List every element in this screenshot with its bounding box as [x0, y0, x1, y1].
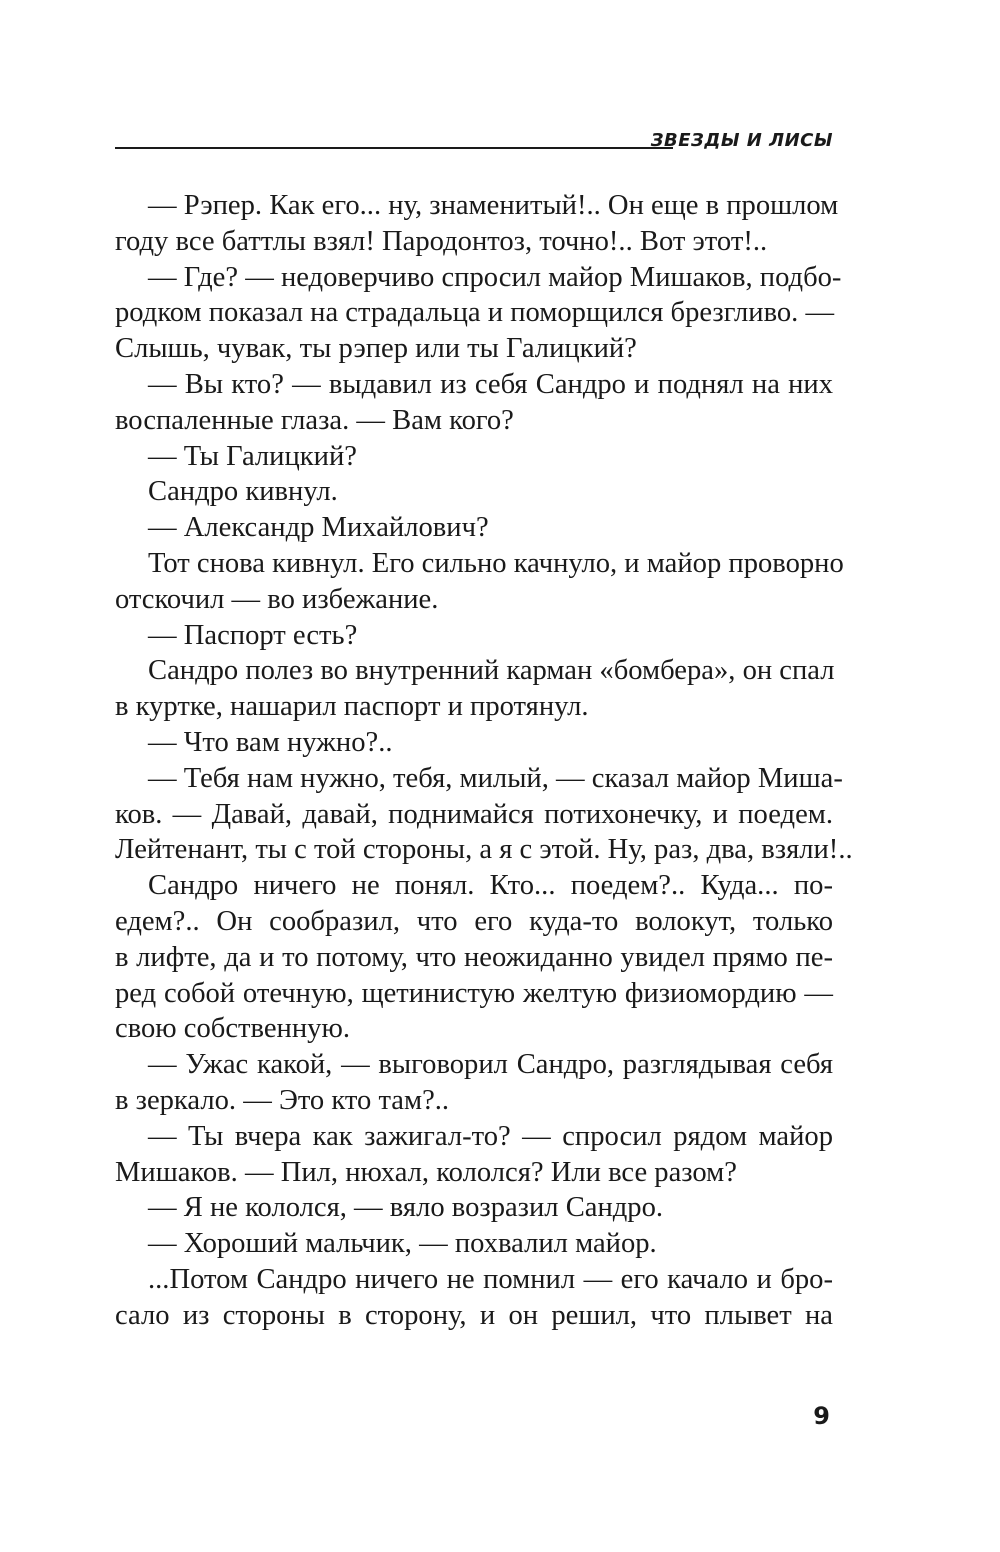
text-line: — Ужас какой, — выговорил Сандро, разглядывая себя: [148, 1049, 833, 1081]
paragraph: [115, 546, 844, 618]
text-line: Сандро кивнул.: [148, 476, 338, 508]
text-line: свою собственную.: [115, 1013, 350, 1045]
paragraph: [115, 1047, 833, 1119]
running-title: ЗВЕЗДЫ И ЛИСЫ: [650, 130, 833, 151]
paragraph: [115, 474, 833, 510]
text-line: ред собой отечную, щетинистую желтую физиомордию —: [115, 977, 833, 1009]
paragraph: [115, 761, 853, 868]
text-line: — Где? — недоверчиво спросил майор Мишаков, подбо-: [148, 261, 842, 293]
paragraph: [115, 188, 839, 260]
text-line: родком показал на страдальца и поморщился брезгливо. —: [115, 297, 835, 329]
text-line: Слышь, чувак, ты рэпер или ты Галицкий?: [115, 333, 637, 365]
paragraph: [115, 653, 833, 725]
text-line: Сандро полез во внутренний карман «бомбера», он спал: [148, 655, 835, 687]
paragraph: [115, 725, 833, 761]
text-line: Тот снова кивнул. Его сильно качнуло, и майор проворно: [148, 547, 844, 579]
paragraph: [115, 618, 833, 654]
text-line: ков. — Давай, давай, поднимайся потихонечку, и поедем.: [115, 798, 833, 830]
text-line: — Тебя нам нужно, тебя, милый, — сказал майор Миша-: [148, 762, 843, 794]
text-line: воспаленные глаза. — Вам кого?: [115, 404, 514, 436]
text-line: — Паспорт есть?: [148, 619, 358, 651]
text-line: — Ты Галицкий?: [148, 440, 357, 472]
text-line: году все баттлы взял! Пародонтоз, точно!.. Вот этот!..: [115, 225, 768, 257]
text-line: в лифте, да и то потому, что неожиданно увидел прямо пе-: [115, 941, 833, 973]
paragraph: [115, 510, 833, 546]
body-text: [115, 188, 853, 1334]
paragraph: [115, 1226, 833, 1262]
text-line: — Александр Михайлович?: [148, 512, 489, 544]
text-line: — Ты вчера как зажигал-то? — спросил рядом майор: [148, 1120, 833, 1152]
paragraph: [115, 1262, 833, 1334]
running-header: [115, 128, 833, 158]
paragraph: [115, 868, 833, 1047]
page-number: 9: [813, 1402, 830, 1430]
text-line: — Хороший мальчик, — похвалил майор.: [148, 1228, 657, 1260]
text-line: ...Потом Сандро ничего не помнил — его качало и бро-: [148, 1263, 833, 1295]
text-line: — Что вам нужно?..: [148, 726, 393, 758]
text-line: — Рэпер. Как его... ну, знаменитый!.. Он еще в прошлом: [148, 190, 839, 221]
text-line: Мишаков. — Пил, нюхал, кололся? Или все разом?: [115, 1156, 737, 1188]
text-line: — Я не кололся, — вяло возразил Сандро.: [148, 1192, 664, 1224]
text-line: в куртке, нашарил паспорт и протянул.: [115, 691, 589, 723]
paragraph: [115, 439, 833, 475]
text-line: Лейтенант, ты с той стороны, а я с этой. Ну, раз, два, взяли!..: [115, 834, 853, 866]
text-line: едем?.. Он сообразил, что его куда-то волокут, только: [115, 905, 833, 937]
text-line: Сандро ничего не понял. Кто... поедем?.. Куда... по-: [148, 870, 833, 902]
paragraph: [115, 260, 842, 367]
text-line: сало из стороны в сторону, и он решил, что плывет на: [115, 1299, 833, 1331]
paragraph: [115, 1119, 833, 1191]
paragraph: [115, 367, 833, 439]
text-line: — Вы кто? — выдавил из себя Сандро и поднял на них: [148, 368, 833, 400]
text-line: отскочил — во избежание.: [115, 583, 439, 615]
paragraph: [115, 1190, 833, 1226]
header-rule: [115, 147, 673, 149]
text-line: в зеркало. — Это кто там?..: [115, 1084, 450, 1116]
